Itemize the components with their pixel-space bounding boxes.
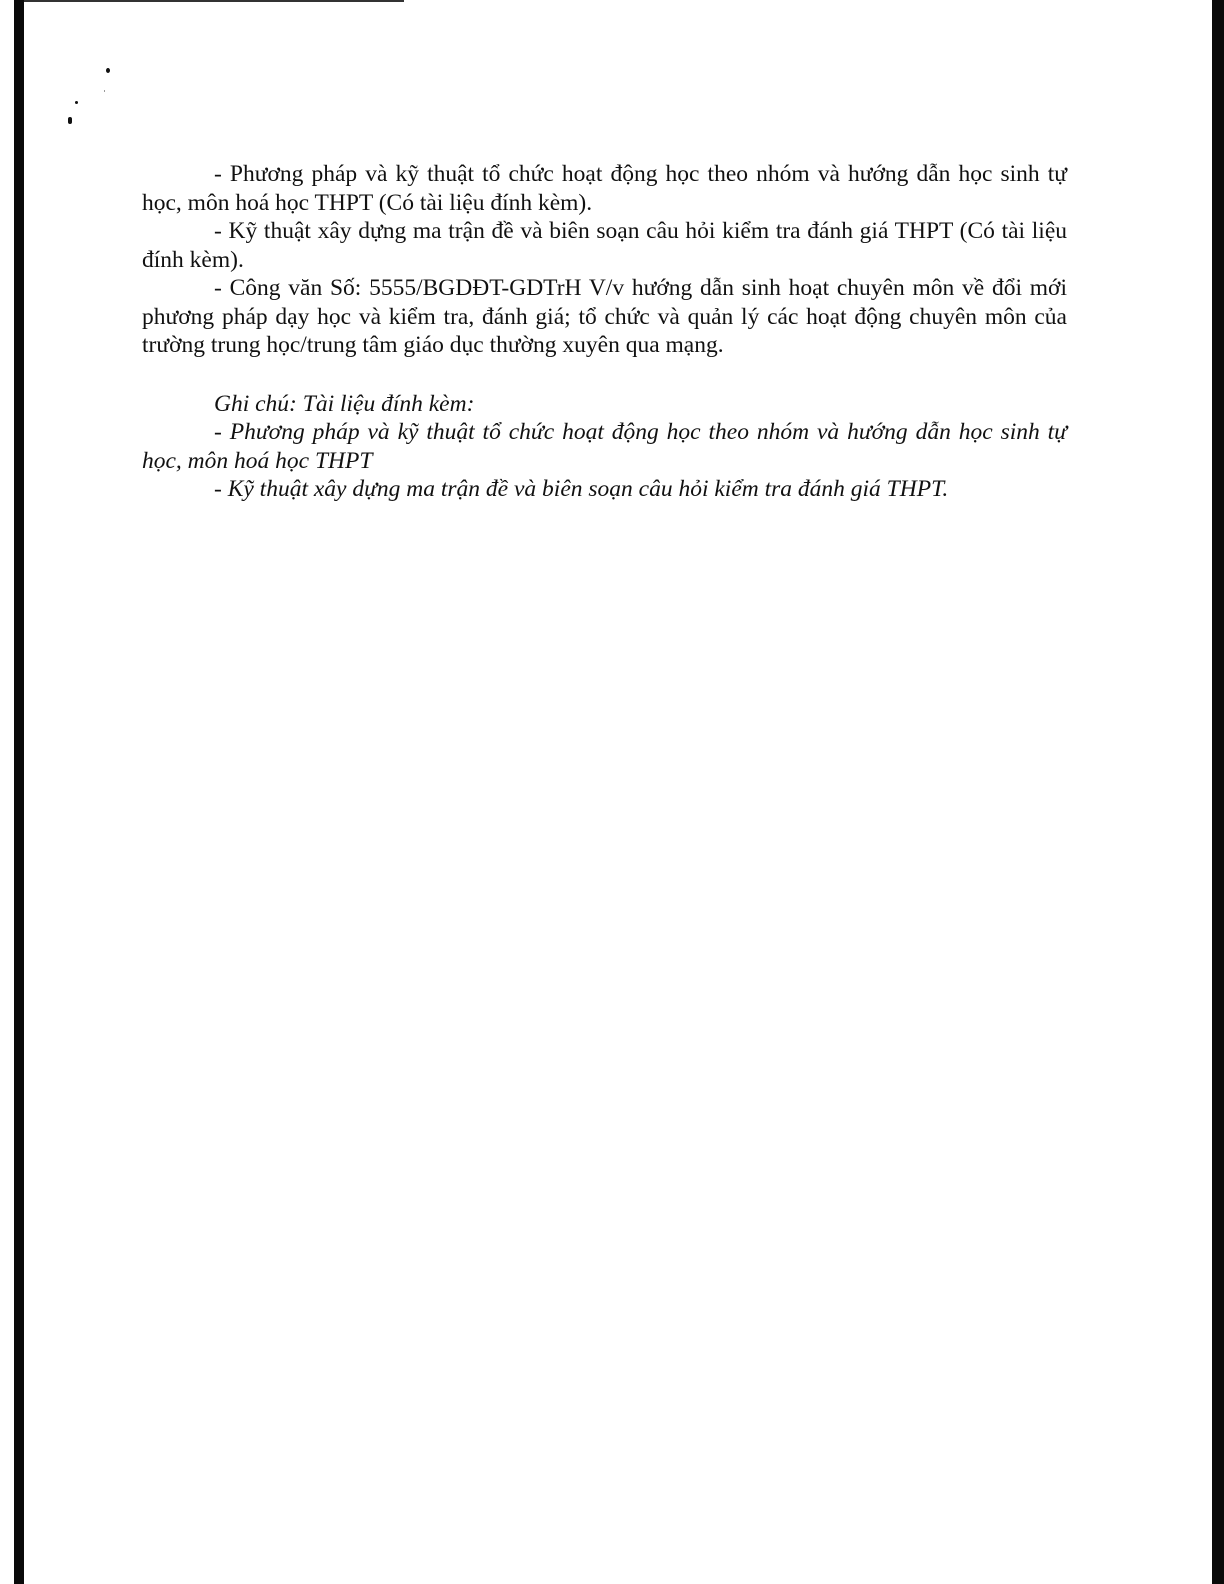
scan-border-left: [14, 0, 24, 1584]
scan-speck: [104, 90, 105, 92]
paragraph-teaching-methods: - Phương pháp và kỹ thuật tổ chức hoạt động học theo nhóm và hướng dẫn học sinh tự học, môn hoá học THPT (Có tài liệu đính kèm).: [142, 161, 1067, 216]
note-item: - Kỹ thuật xây dựng ma trận đề và biên soạn câu hỏi kiểm tra đánh giá THPT.: [214, 476, 949, 502]
scan-speck: [68, 117, 72, 124]
paragraph-official-letter: - Công văn Số: 5555/BGDĐT-GDTrH V/v hướng dẫn sinh hoạt chuyên môn về đổi mới phương pháp dạy học và kiểm tra, đánh giá; tổ chức và quản lý các hoạt động chuyên môn của trường trung học/trung tâm giáo dục thường xuyên qua mạng.: [142, 275, 1067, 358]
scan-speck: [106, 68, 110, 73]
scan-speck: [75, 101, 78, 104]
note-heading: Ghi chú: Tài liệu đính kèm:: [214, 390, 475, 417]
paragraph-test-matrix: - Kỹ thuật xây dựng ma trận đề và biên soạn câu hỏi kiểm tra đánh giá THPT (Có tài liệu đính kèm).: [142, 218, 1067, 273]
scan-border-top: [24, 0, 404, 2]
scan-border-right: [1212, 0, 1224, 1584]
note-block: [142, 390, 1067, 504]
note-item: - Phương pháp và kỹ thuật tổ chức hoạt động học theo nhóm và hướng dẫn học sinh tự học, môn hoá học THPT: [142, 419, 1067, 474]
document-body: [142, 160, 1067, 504]
